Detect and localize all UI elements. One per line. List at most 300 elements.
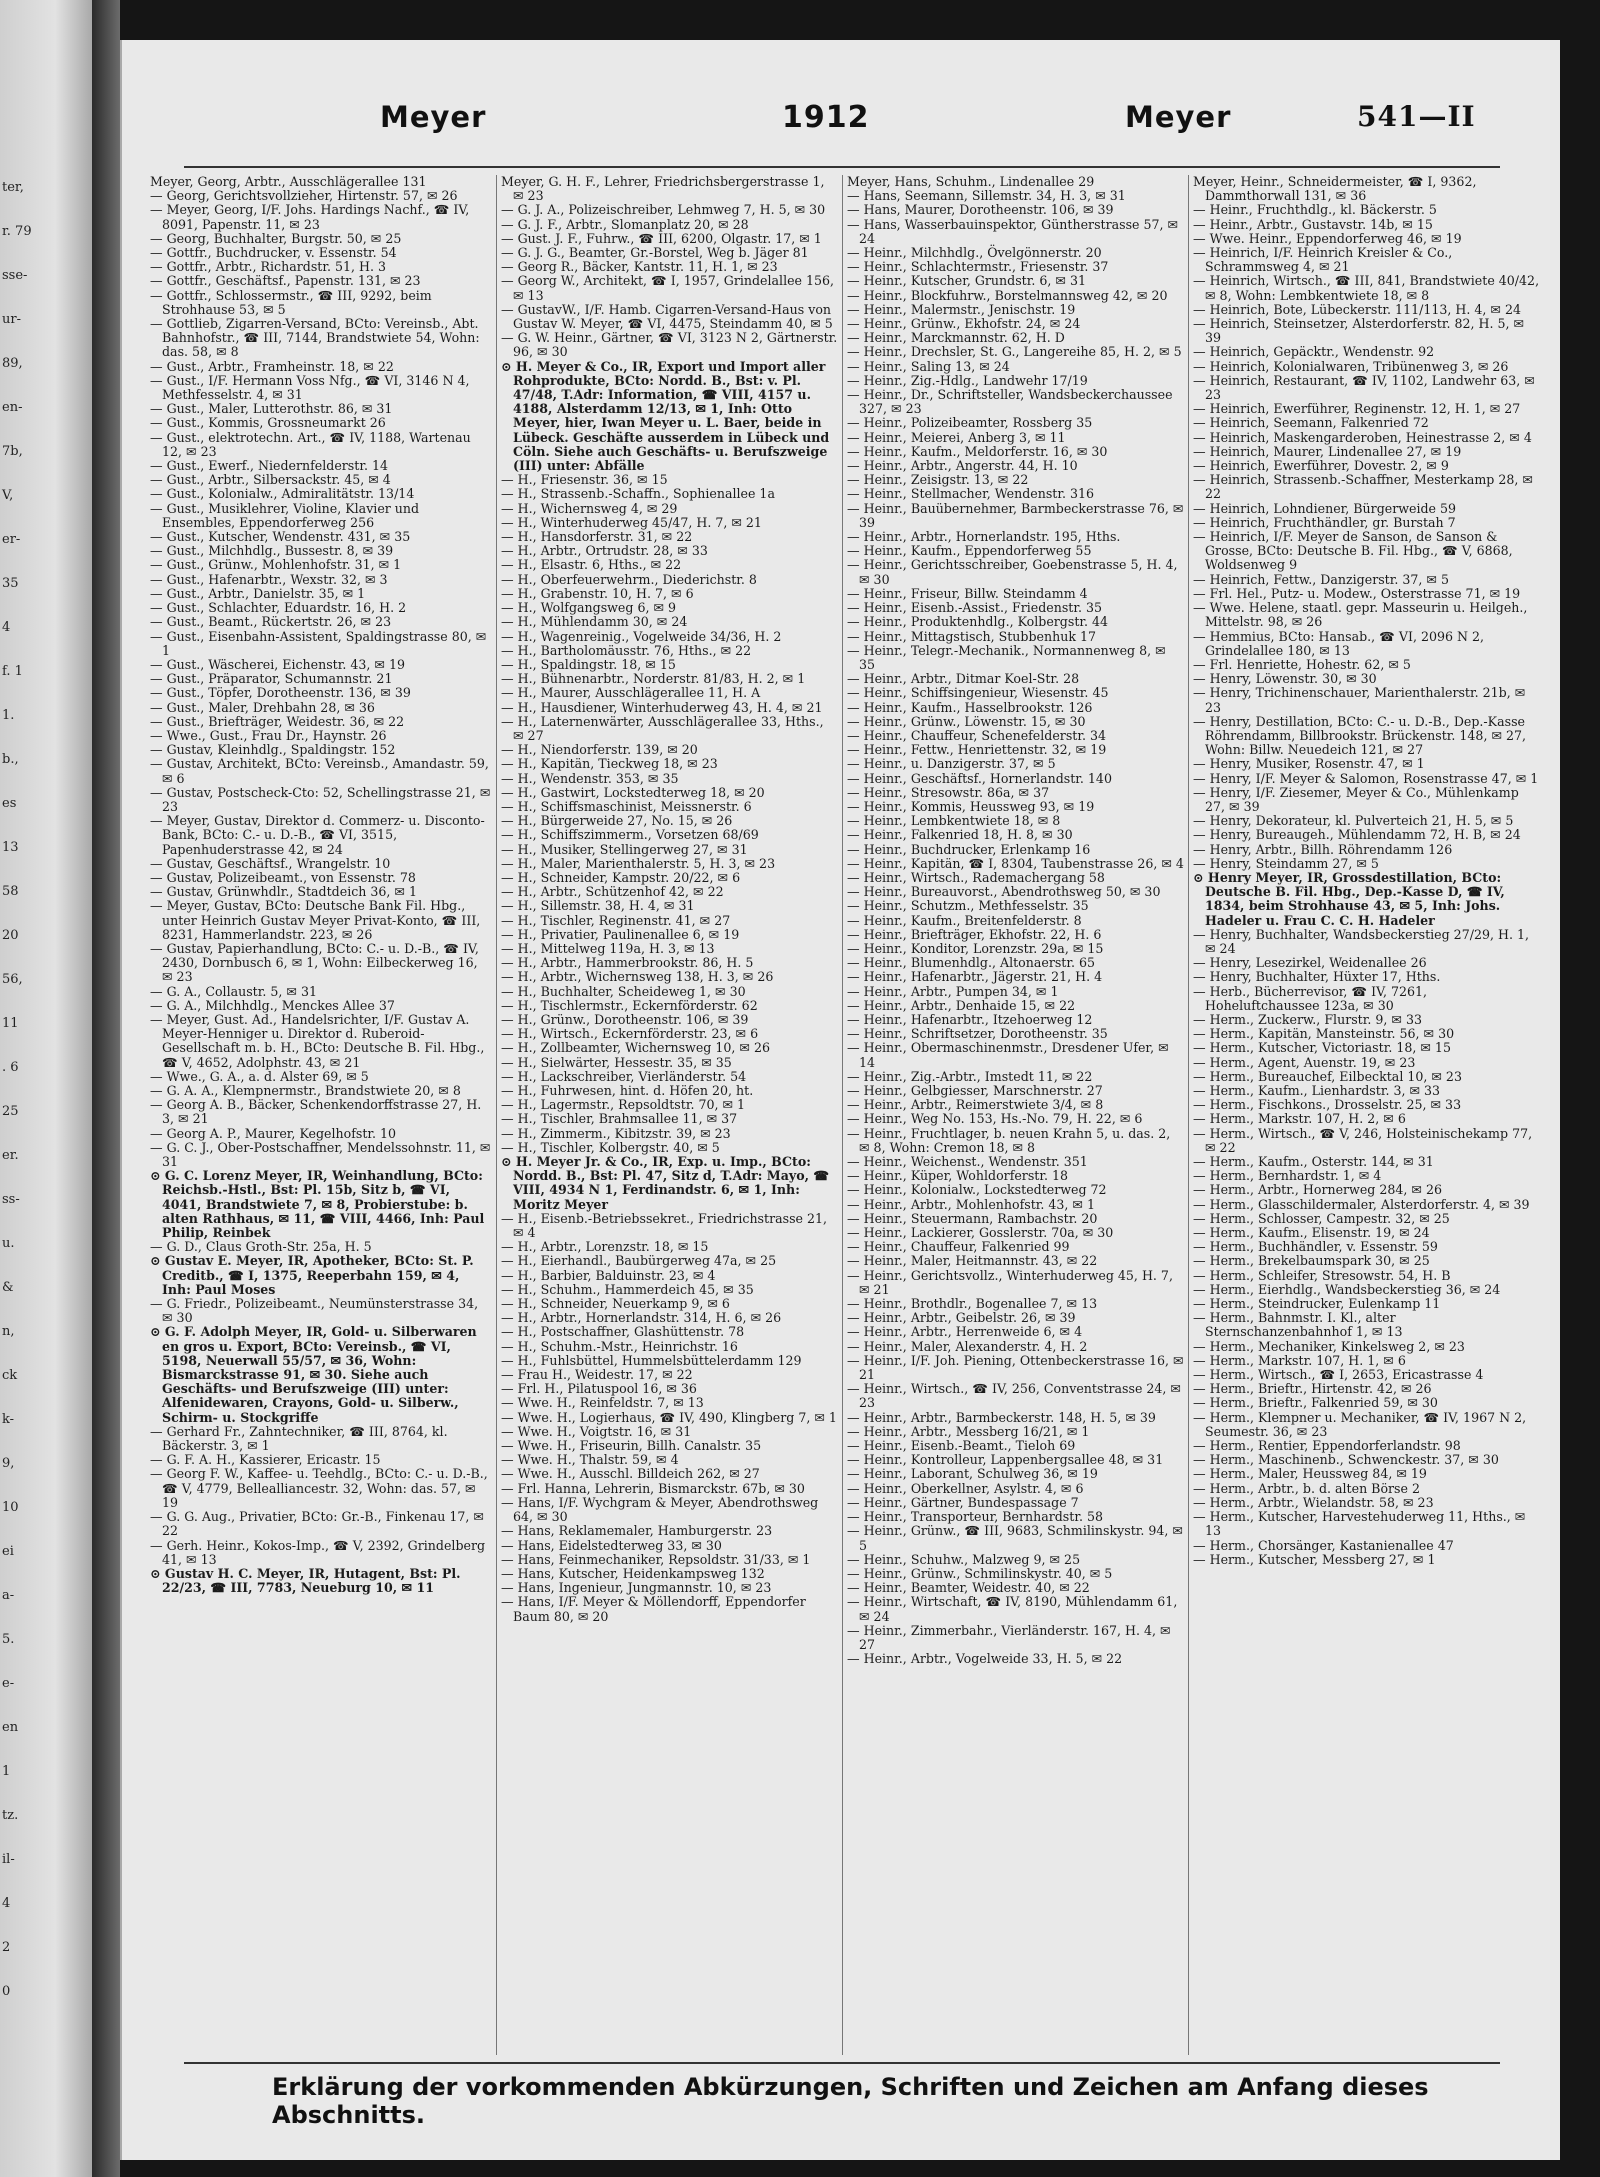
previous-page-fragment: a- <box>2 1588 15 1603</box>
previous-page-fragment: ck <box>2 1368 18 1383</box>
directory-entry: — Gust., Beamt., Rückertstr. 26, ✉ 23 <box>150 614 392 630</box>
directory-entry: — Heinr., Transporteur, Bernhardstr. 58 <box>847 1509 1103 1525</box>
directory-entry: — Heinr., Hafenarbtr., Jägerstr. 21, H. 4 <box>847 969 1103 985</box>
directory-entry: — Heinr., Buchdrucker, Erlenkamp 16 <box>847 841 1091 857</box>
previous-page-fragment: ei <box>2 1544 14 1559</box>
previous-page-fragment: ss- <box>2 1192 20 1207</box>
directory-entry: — Heinrich, Bote, Lübeckerstr. 111/113, H. 4, ✉ 24 <box>1193 301 1521 317</box>
directory-entry: — Herb., Bücherrevisor, ☎ IV, 7261, Hoheluftchaussee 123a, ✉ 30 <box>1193 983 1428 1013</box>
directory-entry: — Hans, Reklamemaler, Hamburgerstr. 23 <box>501 1523 773 1539</box>
directory-entry: — Heinr., Steuermann, Rambachstr. 20 <box>847 1210 1098 1226</box>
column-4 <box>1188 175 1540 2055</box>
directory-entry: — Heinr., Beamter, Weidestr. 40, ✉ 22 <box>847 1580 1090 1596</box>
footer-rule <box>184 2062 1500 2064</box>
directory-entry: — Heinr., Brothdlr., Bogenallee 7, ✉ 13 <box>847 1296 1098 1312</box>
directory-entry: — Gerh. Heinr., Kokos-Imp., ☎ V, 2392, Grindelberg 41, ✉ 13 <box>150 1537 486 1567</box>
directory-entry: — Heinr., Drechsler, St. G., Langereihe 85, H. 2, ✉ 5 <box>847 344 1182 360</box>
directory-entry: — H., Tischlermstr., Eckernförderstr. 62 <box>501 997 758 1013</box>
directory-entry: — Heinr., Kutscher, Grundstr. 6, ✉ 31 <box>847 273 1086 289</box>
directory-entry: — Heinr., Stellmacher, Wendenstr. 316 <box>847 486 1095 502</box>
directory-entry: — H., Arbtr., Lorenzstr. 18, ✉ 15 <box>501 1239 709 1255</box>
directory-entry: ⊙ Gustav E. Meyer, IR, Apotheker, BCto: St. P. Creditb., ☎ I, 1375, Reeperbahn 159, ✉ 4, Inh: Paul Moses <box>150 1253 474 1297</box>
directory-entry: — Hans, I/F. Meyer & Möllendorff, Eppendorfer Baum 80, ✉ 20 <box>501 1594 806 1624</box>
directory-entry: — Heinrich, Kolonialwaren, Tribünenweg 3, ✉ 26 <box>1193 358 1509 374</box>
directory-entry: — Gustav, Geschäftsf., Wrangelstr. 10 <box>150 855 391 871</box>
directory-entry: — H., Schiffszimmerm., Vorsetzen 68/69 <box>501 827 759 843</box>
directory-entry: — G. J. A., Polizeischreiber, Lehmweg 7, H. 5, ✉ 30 <box>501 202 826 218</box>
directory-entry: — Gust., Milchhdlg., Bussestr. 8, ✉ 39 <box>150 543 394 559</box>
entry-columns <box>150 175 1540 2055</box>
directory-entry: — H., Eisenb.-Betriebssekret., Friedrichstrasse 21, ✉ 4 <box>501 1210 828 1241</box>
previous-page-fragment: il- <box>2 1852 15 1867</box>
previous-page-fragment: 35 <box>2 576 19 591</box>
directory-entry: — Herm., Rentier, Eppendorferlandstr. 98 <box>1193 1438 1461 1454</box>
directory-entry: — Hans, Feinmechaniker, Repsoldstr. 31/33, ✉ 1 <box>501 1551 811 1567</box>
directory-entry: — Gottfr., Arbtr., Richardstr. 51, H. 3 <box>150 259 387 275</box>
directory-entry: — Heinr., Kapitän, ☎ I, 8304, Taubenstrasse 26, ✉ 4 <box>847 855 1184 871</box>
directory-entry: — Georg, Buchhalter, Burgstr. 50, ✉ 25 <box>150 230 402 246</box>
directory-entry: — H., Wagenreinig., Vogelweide 34/36, H. 2 <box>501 628 782 644</box>
directory-entry: — Herm., Schleifer, Stresowstr. 54, H. B <box>1193 1267 1451 1283</box>
directory-entry: — Wwe. H., Ausschl. Billdeich 262, ✉ 27 <box>501 1466 760 1482</box>
directory-entry: — Herm., Steindrucker, Eulenkamp 11 <box>1193 1296 1441 1312</box>
previous-page-fragment: 1. <box>2 708 15 723</box>
directory-entry: — Frl. Henriette, Hohestr. 62, ✉ 5 <box>1193 656 1411 672</box>
directory-entry: — H., Gastwirt, Lockstedterweg 18, ✉ 20 <box>501 784 765 800</box>
directory-entry: — Heinr., Arbtr., Barmbeckerstr. 148, H. 5, ✉ 39 <box>847 1409 1156 1425</box>
directory-entry: — Wwe. H., Reinfeldstr. 7, ✉ 13 <box>501 1395 704 1411</box>
directory-entry: — Herm., Markstr. 107, H. 2, ✉ 6 <box>1193 1111 1406 1127</box>
directory-entry: — Heinr., Arbtr., Messberg 16/21, ✉ 1 <box>847 1423 1090 1439</box>
previous-page-fragment: n, <box>2 1324 15 1339</box>
directory-entry: ⊙ H. Meyer & Co., IR, Export und Import aller Rohprodukte, BCto: Nordd. B., Bst: v. Pl. 47/48, T.Adr: Information, ☎ VIII, 4157 u. 4188, Alsterdamm 12/13, ✉ 1, Inh: Otto Meyer, hier, Iwan Meyer u. L. Baer, beide in Lübeck. Geschäfte ausserdem in Lübeck und Cöln. Siehe auch Geschäfts- u. Berufszweige (III) unter: Abfälle <box>501 358 830 474</box>
directory-entry: — Herm., Arbtr., b. d. alten Börse 2 <box>1193 1480 1420 1496</box>
directory-entry: — Heinr., Milchhdlg., Övelgönnerstr. 20 <box>847 245 1102 261</box>
directory-entry: — GustavW., I/F. Hamb. Cigarren-Versand-Haus von Gustav W. Meyer, ☎ VI, 4475, Steindamm 40, ✉ 5 <box>501 301 833 332</box>
directory-entry: — G. F. A. H., Kassierer, Ericastr. 15 <box>150 1452 381 1468</box>
directory-entry: — Henry, Dekorateur, kl. Pulverteich 21, H. 5, ✉ 5 <box>1193 813 1514 829</box>
directory-entry: — H., Buchhalter, Scheideweg 1, ✉ 30 <box>501 983 746 999</box>
header-rule <box>184 166 1500 168</box>
directory-entry: — Hans, Eidelstedterweg 33, ✉ 30 <box>501 1537 722 1553</box>
directory-entry: — H., Maurer, Ausschlägerallee 11, H. A <box>501 685 761 701</box>
previous-page-fragment: en <box>2 1720 19 1735</box>
directory-entry: — Heinr., Gerichtsvollz., Winterhuderweg 45, H. 7, ✉ 21 <box>847 1267 1173 1297</box>
directory-entry: — Gust. J. F., Fuhrw., ☎ III, 6200, Olgastr. 17, ✉ 1 <box>501 230 822 246</box>
directory-entry: — Heinr., Schlachtermstr., Friesenstr. 37 <box>847 259 1109 275</box>
directory-entry: — Gust., Kommis, Grossneumarkt 26 <box>150 415 386 431</box>
directory-entry: — Hans, Wasserbauinspektor, Güntherstrasse 57, ✉ 24 <box>847 216 1179 246</box>
directory-entry: — Heinr., Telegr.-Mechanik., Normannenweg 8, ✉ 35 <box>847 642 1166 672</box>
directory-entry: — Frl. Hel., Putz- u. Modew., Osterstrasse 71, ✉ 19 <box>1193 585 1521 601</box>
previous-page-fragment: 89, <box>2 356 23 371</box>
directory-entry: — Heinr., Produktenhdlg., Kolbergstr. 44 <box>847 614 1109 630</box>
directory-entry: — Heinr., Maler, Heitmannstr. 43, ✉ 22 <box>847 1253 1098 1269</box>
directory-entry: — Heinr., Maler, Alexanderstr. 4, H. 2 <box>847 1338 1088 1354</box>
directory-entry: — Frau H., Weidestr. 17, ✉ 22 <box>501 1367 693 1383</box>
directory-entry: — Hans, I/F. Wychgram & Meyer, Abendrothsweg 64, ✉ 30 <box>501 1494 819 1525</box>
directory-entry: — Wwe. H., Logierhaus, ☎ IV, 490, Klingberg 7, ✉ 1 <box>501 1409 837 1425</box>
directory-entry: — Gust., elektrotechn. Art., ☎ IV, 1188, Wartenau 12, ✉ 23 <box>150 429 471 459</box>
directory-entry: — Heinr., Friseur, Billw. Steindamm 4 <box>847 585 1088 601</box>
directory-entry: — Heinr., Meierei, Anberg 3, ✉ 11 <box>847 429 1066 445</box>
directory-entry: — Heinrich, Ewerführer, Reginenstr. 12, H. 1, ✉ 27 <box>1193 401 1521 417</box>
directory-entry: — H., Tischler, Reginenstr. 41, ✉ 27 <box>501 912 731 928</box>
directory-entry: — Heinr., Gelbgiesser, Marschnerstr. 27 <box>847 1083 1103 1098</box>
directory-entry: Meyer, Heinr., Schneidermeister, ☎ I, 9362, Dammthorwall 131, ✉ 36 <box>1193 175 1477 204</box>
directory-entry: — H., Tischler, Brahmsallee 11, ✉ 37 <box>501 1111 738 1127</box>
directory-entry: — Heinr., Mittagstisch, Stubbenhuk 17 <box>847 628 1096 644</box>
directory-entry: — Herm., Brieftr., Hirtenstr. 42, ✉ 26 <box>1193 1381 1432 1397</box>
directory-entry: — Heinr., Arbtr., Reimerstwiete 3/4, ✉ 8 <box>847 1097 1104 1113</box>
directory-entry: — Heinr., Arbtr., Denhaide 15, ✉ 22 <box>847 997 1076 1013</box>
directory-entry: — Heinr., Weichenst., Wendenstr. 351 <box>847 1154 1088 1170</box>
directory-entry: — H., Strassenb.-Schaffn., Sophienallee 1a <box>501 486 775 502</box>
directory-entry: — Herm., Kutscher, Victoriastr. 18, ✉ 15 <box>1193 1040 1451 1056</box>
directory-entry: — Henry, Buchhalter, Wandsbeckerstieg 27/29, H. 1, ✉ 24 <box>1193 926 1529 956</box>
directory-entry: — Henry, Steindamm 27, ✉ 5 <box>1193 855 1379 871</box>
directory-entry: — Wwe., G. A., a. d. Alster 69, ✉ 5 <box>150 1068 369 1084</box>
directory-entry: — Heinrich, Lohndiener, Bürgerweide 59 <box>1193 500 1457 516</box>
directory-entry: ⊙ H. Meyer Jr. & Co., IR, Exp. u. Imp., BCto: Nordd. B., Bst: Pl. 47, Sitz d, T.Adr: Mayo, ☎ VIII, 4934 N 1, Ferdinandstr. 6, ✉ 1, Inh: Moritz Meyer <box>501 1154 830 1212</box>
directory-entry: — Herm., Eierhdlg., Wandsbeckerstieg 36, ✉ 24 <box>1193 1281 1501 1297</box>
directory-entry: — Herm., Kutscher, Messberg 27, ✉ 1 <box>1193 1551 1436 1567</box>
previous-page-fragment: er- <box>2 532 21 547</box>
header-left-name: Meyer <box>380 100 487 134</box>
directory-entry: — Herm., Buchhändler, v. Essenstr. 59 <box>1193 1239 1438 1255</box>
directory-entry: — H., Fuhlsbüttel, Hummelsbüttelerdamm 129 <box>501 1352 802 1368</box>
directory-entry: — H., Zollbeamter, Wichernsweg 10, ✉ 26 <box>501 1040 770 1056</box>
directory-entry: — Heinrich, Ewerführer, Dovestr. 2, ✉ 9 <box>1193 458 1449 474</box>
directory-entry: — Frl. H., Pilatuspool 16, ✉ 36 <box>501 1381 697 1397</box>
directory-entry: — Meyer, Gust. Ad., Handelsrichter, I/F. Gustav A. Meyer-Henniger u. Direktor d. Ruberoid-Gesellschaft m. b. H., BCto: Deutsche B. Fil. Hbg., ☎ V, 4652, Adolphstr. 43, ✉ 21 <box>150 1011 485 1070</box>
directory-entry: — Herm., Schlosser, Campestr. 32, ✉ 25 <box>1193 1210 1450 1226</box>
directory-entry: — H., Bürgerweide 27, No. 15, ✉ 26 <box>501 813 733 829</box>
directory-entry: — Heinr., Zeisigstr. 13, ✉ 22 <box>847 472 1029 488</box>
directory-entry: — Heinr., Kaufm., Eppendorferweg 55 <box>847 543 1092 559</box>
directory-entry: — Frl. Hanna, Lehrerin, Bismarckstr. 67b, ✉ 30 <box>501 1480 805 1496</box>
previous-page-fragment: 10 <box>2 1500 19 1515</box>
directory-entry: — Heinr., Geschäftsf., Hornerlandstr. 140 <box>847 770 1112 786</box>
column-2 <box>496 175 838 2055</box>
directory-entry: — Gustav, Postscheck-Cto: 52, Schellingstrasse 21, ✉ 23 <box>150 784 491 814</box>
directory-entry: — Gust., Arbtr., Framheinstr. 18, ✉ 22 <box>150 358 394 374</box>
directory-entry: — Georg, Gerichtsvollzieher, Hirtenstr. 57, ✉ 26 <box>150 188 458 204</box>
directory-entry: — H., Schuhm., Hammerdeich 45, ✉ 35 <box>501 1281 754 1297</box>
directory-entry: — Heinr., Fruchtlager, b. neuen Krahn 5, u. das. 2, ✉ 8, Wohn: Cremon 18, ✉ 8 <box>847 1125 1171 1155</box>
directory-entry: — Gust., Ewerf., Niedernfelderstr. 14 <box>150 458 388 474</box>
directory-entry: — Heinr., Arbtr., Gustavstr. 14b, ✉ 15 <box>1193 216 1433 232</box>
previous-page-fragment: ur- <box>2 312 21 327</box>
directory-entry: — Gerhard Fr., Zahntechniker, ☎ III, 8764, kl. Bäckerstr. 3, ✉ 1 <box>150 1423 448 1454</box>
directory-entry: — Heinr., Arbtr., Mohlenhofstr. 43, ✉ 1 <box>847 1196 1095 1212</box>
directory-entry: — Heinr., Bauübernehmer, Barmbeckerstrasse 76, ✉ 39 <box>847 500 1184 530</box>
directory-entry: — Henry, Trichinenschauer, Marienthalerstr. 21b, ✉ 23 <box>1193 685 1526 715</box>
directory-entry: — H., Arbtr., Hammerbrookstr. 86, H. 5 <box>501 955 754 971</box>
directory-entry: — Heinrich, Steinsetzer, Alsterdorferstr. 82, H. 5, ✉ 39 <box>1193 316 1525 346</box>
directory-entry: — Herm., Markstr. 107, H. 1, ✉ 6 <box>1193 1352 1406 1368</box>
directory-entry: — Heinr., Fruchthdlg., kl. Bäckerstr. 5 <box>1193 202 1437 218</box>
directory-entry: — Heinr., Obermaschinenmstr., Dresdener Ufer, ✉ 14 <box>847 1040 1169 1070</box>
directory-entry: — Gustav, Papierhandlung, BCto: C.- u. D.-B., ☎ IV, 2430, Dornbusch 6, ✉ 1, Wohn: Eilbeckerweg 16, ✉ 23 <box>150 940 479 985</box>
directory-entry: — Gust., Kolonialw., Admiralitätstr. 13/14 <box>150 486 415 502</box>
directory-entry: ⊙ Henry Meyer, IR, Grossdestillation, BCto: Deutsche B. Fil. Hbg., Dep.-Kasse D, ☎ IV, 1834, beim Strohhause 43, ✉ 5, Inh: Johs. Hadeler u. Frau C. C. H. Hadeler <box>1193 869 1505 928</box>
directory-entry: — Heinrich, I/F. Heinrich Kreisler & Co., Schrammsweg 4, ✉ 21 <box>1193 245 1453 275</box>
directory-entry: — Wwe. H., Friseurin, Billh. Canalstr. 35 <box>501 1438 762 1454</box>
directory-entry: — G. A., Milchhdlg., Menckes Allee 37 <box>150 997 395 1013</box>
directory-entry: — Henry, I/F. Ziesemer, Meyer & Co., Mühlenkamp 27, ✉ 39 <box>1193 784 1519 814</box>
previous-page-fragment: r. 79 <box>2 224 32 239</box>
directory-entry: — G. G. Aug., Privatier, BCto: Gr.-B., Finkenau 17, ✉ 22 <box>150 1509 484 1539</box>
previous-page-fragment: 58 <box>2 884 19 899</box>
previous-page-fragment: e- <box>2 1676 15 1691</box>
directory-entry: — Henry, Destillation, BCto: C.- u. D.-B., Dep.-Kasse Röhrendamm, Billbrookstr. Brückenstr. 148, ✉ 27, Wohn: Billw. Neuedeich 121, ✉ 27 <box>1193 713 1527 758</box>
directory-entry: — Heinr., Bureauvorst., Abendrothsweg 50, ✉ 30 <box>847 884 1161 900</box>
directory-entry: — H., Wendenstr. 353, ✉ 35 <box>501 770 679 786</box>
previous-page-fragment: 11 <box>2 1016 19 1031</box>
directory-entry: — Gust., Arbtr., Silbersackstr. 45, ✉ 4 <box>150 472 391 488</box>
directory-entry: — Heinr., Lackierer, Gosslerstr. 70a, ✉ 30 <box>847 1225 1114 1241</box>
directory-entry: — Henry, I/F. Meyer & Salomon, Rosenstrasse 47, ✉ 1 <box>1193 770 1539 786</box>
directory-entry: — Heinr., Weg No. 153, Hs.-No. 79, H. 22, ✉ 6 <box>847 1111 1143 1127</box>
directory-entry: — Herm., Wirtsch., ☎ V, 246, Holsteinischekamp 77, ✉ 22 <box>1193 1125 1533 1155</box>
directory-entry: — H., Sielwärter, Hessestr. 35, ✉ 35 <box>501 1054 732 1070</box>
previous-page-fragment: k- <box>2 1412 15 1427</box>
previous-page-fragment: f. 1 <box>2 664 23 679</box>
directory-entry: — Herm., Kaufm., Lienhardstr. 3, ✉ 33 <box>1193 1083 1441 1098</box>
directory-entry: — Herm., Fischkons., Drosselstr. 25, ✉ 33 <box>1193 1097 1462 1113</box>
directory-entry: — Gust., Präparator, Schumannstr. 21 <box>150 671 393 687</box>
directory-entry: — Henry, Buchhalter, Hüxter 17, Hths. <box>1193 969 1441 985</box>
directory-entry: — H., Friesenstr. 36, ✉ 15 <box>501 472 668 488</box>
directory-entry: — H., Mittelweg 119a, H. 3, ✉ 13 <box>501 940 715 956</box>
previous-page-fragment: . 6 <box>2 1060 19 1075</box>
directory-entry: — Hans, Seemann, Sillemstr. 34, H. 3, ✉ 31 <box>847 188 1126 204</box>
directory-entry: — Heinr., Arbtr., Geibelstr. 26, ✉ 39 <box>847 1310 1076 1326</box>
previous-page-fragment: 5. <box>2 1632 15 1647</box>
directory-entry: — Herm., Arbtr., Hornerweg 284, ✉ 26 <box>1193 1182 1442 1198</box>
directory-entry: — Herm., Maler, Heussweg 84, ✉ 19 <box>1193 1466 1427 1482</box>
directory-entry: — Heinr., I/F. Joh. Piening, Ottenbeckerstrasse 16, ✉ 21 <box>847 1352 1184 1383</box>
directory-entry: — Heinr., Polizeibeamter, Rossberg 35 <box>847 415 1093 431</box>
directory-entry: — Heinrich, Maurer, Lindenallee 27, ✉ 19 <box>1193 443 1462 459</box>
directory-entry: — Heinr., Falkenried 18, H. 8, ✉ 30 <box>847 827 1073 843</box>
directory-entry: — Georg F. W., Kaffee- u. Teehdlg., BCto: C.- u. D.-B., ☎ V, 4779, Bellealliancestr. 32, Wohn: das. 57, ✉ 19 <box>150 1466 488 1510</box>
directory-entry: — Herm., Bahnmstr. I. Kl., alter Sternschanzenbahnhof 1, ✉ 13 <box>1193 1310 1403 1340</box>
directory-entry: — Wwe. Heinr., Eppendorferweg 46, ✉ 19 <box>1193 230 1462 246</box>
column-1 <box>150 175 492 2055</box>
directory-entry: — Herm., Glasschildermaler, Alsterdorferstr. 4, ✉ 39 <box>1193 1196 1530 1212</box>
directory-entry: — H., Kapitän, Tieckweg 18, ✉ 23 <box>501 756 718 772</box>
previous-page-fragment: 25 <box>2 1104 19 1119</box>
directory-entry: — Heinr., Kolonialw., Lockstedterweg 72 <box>847 1182 1107 1198</box>
directory-entry: — H., Bühnenarbtr., Norderstr. 81/83, H. 2, ✉ 1 <box>501 671 806 687</box>
directory-entry: — H., Arbtr., Wichernsweg 138, H. 3, ✉ 26 <box>501 969 774 985</box>
directory-entry: — Gottfr., Buchdrucker, v. Essenstr. 54 <box>150 245 397 261</box>
directory-entry: — H., Niendorferstr. 139, ✉ 20 <box>501 742 698 758</box>
directory-entry: — Herm., Bureauchef, Eilbecktal 10, ✉ 23 <box>1193 1068 1462 1084</box>
previous-page-fragment: en- <box>2 400 23 415</box>
directory-entry: — Gust., Töpfer, Dorotheenstr. 136, ✉ 39 <box>150 685 411 701</box>
directory-entry: — Heinr., Grünw., ☎ III, 9683, Schmilinskystr. 94, ✉ 5 <box>847 1523 1183 1553</box>
directory-entry: — Heinr., Fettw., Henriettenstr. 32, ✉ 19 <box>847 742 1107 758</box>
directory-entry: — Heinr., Eisenb.-Assist., Friedenstr. 35 <box>847 600 1103 616</box>
directory-entry: — H., Postschaffner, Glashüttenstr. 78 <box>501 1324 745 1340</box>
directory-entry: — Gottfr., Schlossermstr., ☎ III, 9292, beim Strohhause 53, ✉ 5 <box>150 287 432 317</box>
previous-page-fragment: 20 <box>2 928 19 943</box>
previous-page-fragment: b., <box>2 752 19 767</box>
directory-entry: — Herm., Agent, Auenstr. 19, ✉ 23 <box>1193 1054 1416 1070</box>
directory-entry: — Herm., Kaufm., Elisenstr. 19, ✉ 24 <box>1193 1225 1430 1241</box>
directory-entry: — Heinr., Saling 13, ✉ 24 <box>847 358 1010 374</box>
directory-entry: — Gustav, Grünwhdlr., Stadtdeich 36, ✉ 1 <box>150 884 417 900</box>
directory-entry: — Heinr., Schriftsetzer, Dorotheenstr. 35 <box>847 1026 1108 1042</box>
directory-entry: — Gust., Maler, Drehbahn 28, ✉ 36 <box>150 699 375 715</box>
directory-entry: — Gust., Maler, Lutterothstr. 86, ✉ 31 <box>150 401 393 417</box>
directory-entry: — Hans, Kutscher, Heidenkampsweg 132 <box>501 1565 765 1581</box>
previous-page-fragment: 4 <box>2 1896 11 1911</box>
directory-entry: — Heinr., Arbtr., Hornerlandstr. 195, Hths. <box>847 529 1121 545</box>
directory-entry: — H., Lackschreiber, Vierländerstr. 54 <box>501 1068 747 1084</box>
directory-entry: — G. A., Collaustr. 5, ✉ 31 <box>150 983 317 999</box>
directory-entry: — Gustav, Kleinhdlg., Spaldingstr. 152 <box>150 742 396 758</box>
directory-entry: — Herm., Brieftr., Falkenried 59, ✉ 30 <box>1193 1395 1438 1411</box>
directory-entry: — Heinr., Arbtr., Pumpen 34, ✉ 1 <box>847 983 1059 999</box>
directory-entry: — Herm., Brekelbaumspark 30, ✉ 25 <box>1193 1253 1430 1269</box>
directory-entry: — Heinr., Schiffsingenieur, Wiesenstr. 45 <box>847 685 1109 701</box>
directory-entry: — Heinrich, Wirtsch., ☎ III, 841, Brandstwiete 40/42, ✉ 8, Wohn: Lembkentwiete 18, ✉ 8 <box>1193 273 1540 303</box>
directory-entry: — Heinr., Oberkellner, Asylstr. 4, ✉ 6 <box>847 1480 1084 1496</box>
previous-page-fragment: 2 <box>2 1940 11 1955</box>
directory-entry: — Heinr., Zig.-Hdlg., Landwehr 17/19 <box>847 372 1088 388</box>
directory-entry: — Henry, Bureaugeh., Mühlendamm 72, H. B, ✉ 24 <box>1193 827 1521 843</box>
directory-entry: — Heinrich, Strassenb.-Schaffner, Mesterkamp 28, ✉ 22 <box>1193 472 1533 502</box>
directory-entry: — Heinr., Schuhw., Malzweg 9, ✉ 25 <box>847 1551 1081 1567</box>
directory-entry: — H., Oberfeuerwehrm., Diederichstr. 8 <box>501 571 757 587</box>
directory-entry: — Gust., Kutscher, Wendenstr. 431, ✉ 35 <box>150 529 411 545</box>
directory-entry: — H., Musiker, Stellingerweg 27, ✉ 31 <box>501 841 748 857</box>
previous-page-fragment: 1 <box>2 1764 11 1779</box>
directory-entry: — Heinr., Dr., Schriftsteller, Wandsbeckerchaussee 327, ✉ 23 <box>847 387 1173 417</box>
directory-entry: — Heinr., Chauffeur, Falkenried 99 <box>847 1239 1070 1255</box>
directory-entry: — Heinr., Küper, Wohldorferstr. 18 <box>847 1168 1069 1184</box>
directory-entry: — Gust., Hafenarbtr., Wexstr. 32, ✉ 3 <box>150 571 388 587</box>
directory-entry: — Gustav, Polizeibeamt., von Essenstr. 78 <box>150 869 416 885</box>
directory-entry: — H., Grabenstr. 10, H. 7, ✉ 6 <box>501 585 694 601</box>
previous-page-fragment: V, <box>2 488 14 503</box>
directory-entry: — H., Fuhrwesen, hint. d. Höfen 20, ht. <box>501 1083 754 1098</box>
previous-page-fragment: & <box>2 1280 14 1295</box>
directory-entry: — Gust., Musiklehrer, Violine, Klavier und Ensembles, Eppendorferweg 256 <box>150 500 420 530</box>
directory-entry: — Heinr., Wirtschaft, ☎ IV, 8190, Mühlendamm 61, ✉ 24 <box>847 1594 1178 1624</box>
previous-page-fragment: ter, <box>2 180 24 195</box>
directory-entry: — Georg W., Architekt, ☎ I, 1957, Grindelallee 156, ✉ 13 <box>501 273 835 303</box>
directory-entry: — Heinrich, Fruchthändler, gr. Burstah 7 <box>1193 514 1456 530</box>
directory-entry: — Herm., Chorsänger, Kastanienallee 47 <box>1193 1537 1454 1553</box>
directory-entry: — Gottlieb, Zigarren-Versand, BCto: Vereinsb., Abt. Bahnhofstr., ☎ III, 7144, Brandstwiete 54, Wohn: das. 58, ✉ 8 <box>150 316 480 360</box>
directory-entry: — Georg A. P., Maurer, Kegelhofstr. 10 <box>150 1125 397 1141</box>
directory-entry: — Heinr., Wirtsch., Rademachergang 58 <box>847 869 1105 885</box>
directory-entry: — Heinr., Stresowstr. 86a, ✉ 37 <box>847 784 1050 800</box>
directory-entry: — Gust., I/F. Hermann Voss Nfg., ☎ VI, 3146 N 4, Methfesselstr. 4, ✉ 31 <box>150 372 470 403</box>
directory-entry: — Wwe. H., Thalstr. 59, ✉ 4 <box>501 1452 679 1468</box>
directory-entry: — Meyer, Gustav, Direktor d. Commerz- u. Disconto-Bank, BCto: C.- u. D.-B., ☎ VI, 3515, Papenhuderstrasse 42, ✉ 24 <box>150 813 485 857</box>
previous-page-fragment: 13 <box>2 840 19 855</box>
directory-entry: — H., Laternenwärter, Ausschlägerallee 33, Hths., ✉ 27 <box>501 713 824 743</box>
directory-entry: — Herm., Klempner u. Mechaniker, ☎ IV, 1967 N 2, Seumestr. 36, ✉ 23 <box>1193 1409 1527 1439</box>
directory-entry: — Gust., Arbtr., Danielstr. 35, ✉ 1 <box>150 585 366 601</box>
directory-entry: — G. A. A., Klempnermstr., Brandstwiete 20, ✉ 8 <box>150 1083 461 1098</box>
directory-entry: — H., Wolfgangsweg 6, ✉ 9 <box>501 600 677 616</box>
previous-page-fragment: tz. <box>2 1808 19 1823</box>
previous-page-fragment: 9, <box>2 1456 15 1471</box>
directory-entry: — Heinr., Arbtr., Angerstr. 44, H. 10 <box>847 458 1078 474</box>
directory-entry: — H., Sillemstr. 38, H. 4, ✉ 31 <box>501 898 695 914</box>
directory-entry: — Heinr., Kaufm., Hasselbrookstr. 126 <box>847 699 1093 715</box>
directory-entry: — Heinr., Grünw., Schmilinskystr. 40, ✉ 5 <box>847 1565 1113 1581</box>
directory-entry: — Herm., Maschinenb., Schwenckestr. 37, ✉ 30 <box>1193 1452 1499 1468</box>
directory-entry: — H., Schiffsmaschinist, Meissnerstr. 6 <box>501 798 752 814</box>
directory-page <box>120 40 1560 2160</box>
directory-entry: — Wwe. Helene, staatl. gepr. Masseurin u. Heilgeh., Mittelstr. 98, ✉ 26 <box>1193 600 1528 630</box>
directory-entry: — Heinr., Gerichtsschreiber, Goebenstrasse 5, H. 4, ✉ 30 <box>847 557 1178 587</box>
directory-entry: — Georg R., Bäcker, Kantstr. 11, H. 1, ✉ 23 <box>501 259 778 275</box>
directory-entry: — G. Friedr., Polizeibeamt., Neumünsterstrasse 34, ✉ 30 <box>150 1296 479 1326</box>
directory-entry: — H., Mühlendamm 30, ✉ 24 <box>501 614 688 630</box>
directory-entry: — Heinr., Blumenhdlg., Altonaerstr. 65 <box>847 955 1096 971</box>
directory-entry: — Gustav, Architekt, BCto: Vereinsb., Amandastr. 59, ✉ 6 <box>150 756 489 786</box>
directory-entry: — H., Eierhandl., Baubürgerweg 47a, ✉ 25 <box>501 1253 777 1269</box>
directory-entry: — Heinr., Grünw., Löwenstr. 15, ✉ 30 <box>847 713 1086 729</box>
directory-entry: — G. W. Heinr., Gärtner, ☎ VI, 3123 N 2, Gärtnerstr. 96, ✉ 30 <box>501 330 838 360</box>
directory-entry: — H., Arbtr., Schützenhof 42, ✉ 22 <box>501 884 724 900</box>
directory-entry: ⊙ Gustav H. C. Meyer, IR, Hutagent, Bst: Pl. 22/23, ☎ III, 7783, Neueburg 10, ✉ 11 <box>150 1565 461 1596</box>
directory-entry: — Herm., Wirtsch., ☎ I, 2653, Ericastrasse 4 <box>1193 1367 1484 1383</box>
directory-entry: — H., Hansdorferstr. 31, ✉ 22 <box>501 529 693 545</box>
directory-entry: — H., Schuhm.-Mstr., Heinrichstr. 16 <box>501 1338 738 1354</box>
directory-entry: — Heinr., Wirtsch., ☎ IV, 256, Conventstrasse 24, ✉ 23 <box>847 1381 1181 1411</box>
previous-page-fragment: u. <box>2 1236 15 1251</box>
directory-entry: — Herm., Bernhardstr. 1, ✉ 4 <box>1193 1168 1382 1184</box>
directory-entry: — Henry, Löwenstr. 30, ✉ 30 <box>1193 671 1377 687</box>
directory-entry: — Heinr., Arbtr., Vogelweide 33, H. 5, ✉ 22 <box>847 1651 1123 1667</box>
directory-entry: — Heinr., Lembkentwiete 18, ✉ 8 <box>847 813 1061 829</box>
directory-entry: — Herm., Arbtr., Wielandstr. 58, ✉ 23 <box>1193 1494 1434 1510</box>
directory-entry: — Heinrich, I/F. Meyer de Sanson, de Sanson & Grosse, BCto: Deutsche B. Fil. Hbg., ☎ V, 6868, Woldsenweg 9 <box>1193 529 1513 573</box>
directory-entry: — Heinr., Chauffeur, Schenefelderstr. 34 <box>847 727 1107 743</box>
previous-page-fragment: 0 <box>2 1984 11 1999</box>
directory-entry: Meyer, Hans, Schuhm., Lindenallee 29 <box>847 175 1095 189</box>
directory-entry: — H., Wichernsweg 4, ✉ 29 <box>501 500 678 516</box>
directory-entry: — Heinr., Gärtner, Bundespassage 7 <box>847 1494 1079 1510</box>
directory-entry: — H., Barbier, Balduinstr. 23, ✉ 4 <box>501 1267 716 1283</box>
directory-entry: — G. D., Claus Groth-Str. 25a, H. 5 <box>150 1239 372 1255</box>
directory-entry: ⊙ G. C. Lorenz Meyer, IR, Weinhandlung, BCto: Reichsb.-Hstl., Bst: Pl. 15b, Sitz b, ☎ VI, 4041, Brandstwiete 7, ✉ 8, Probierstube: b. alten Rathhaus, ✉ 11, ☎ VIII, 4466, Inh: Paul Philip, Reinbek <box>150 1168 485 1241</box>
directory-entry: — Hemmius, BCto: Hansab., ☎ VI, 2096 N 2, Grindelallee 180, ✉ 13 <box>1193 628 1485 658</box>
directory-entry: — G. C. J., Ober-Postschaffner, Mendelssohnstr. 11, ✉ 31 <box>150 1139 491 1170</box>
directory-entry: ⊙ G. F. Adolph Meyer, IR, Gold- u. Silberwaren en gros u. Export, BCto: Vereinsb., ☎ VI, 5198, Neuerwall 55/57, ✉ 36, Wohn: Bismarckstrasse 91, ✉ 30. Siehe auch Geschäfts- und Berufszweige (III) unter: Alfenidewaren, Crayons, Gold- u. Silberw., Schirm- u. Stockgriffe <box>150 1324 477 1425</box>
directory-entry: — Gust., Eisenbahn-Assistent, Spaldingstrasse 80, ✉ 1 <box>150 628 487 658</box>
directory-entry: — Heinr., Arbtr., Herrenweide 6, ✉ 4 <box>847 1324 1083 1340</box>
directory-entry: — H., Schneider, Kampstr. 20/22, ✉ 6 <box>501 869 741 885</box>
directory-entry: — Heinr., Kommis, Heussweg 93, ✉ 19 <box>847 798 1095 814</box>
header-right-name: Meyer <box>1125 100 1232 134</box>
directory-entry: — Herm., Kaufm., Osterstr. 144, ✉ 31 <box>1193 1154 1434 1170</box>
directory-entry: — Georg A. B., Bäcker, Schenkendorffstrasse 27, H. 3, ✉ 21 <box>150 1097 482 1127</box>
directory-entry: — Herm., Zuckerw., Flurstr. 9, ✉ 33 <box>1193 1011 1422 1027</box>
footer-note: Erklärung der vorkommenden Abkürzungen, Schriften und Zeichen am Anfang dieses Abschnitts. <box>272 2073 1429 2129</box>
directory-entry: — H., Hausdiener, Winterhuderweg 43, H. 4, ✉ 21 <box>501 699 823 715</box>
